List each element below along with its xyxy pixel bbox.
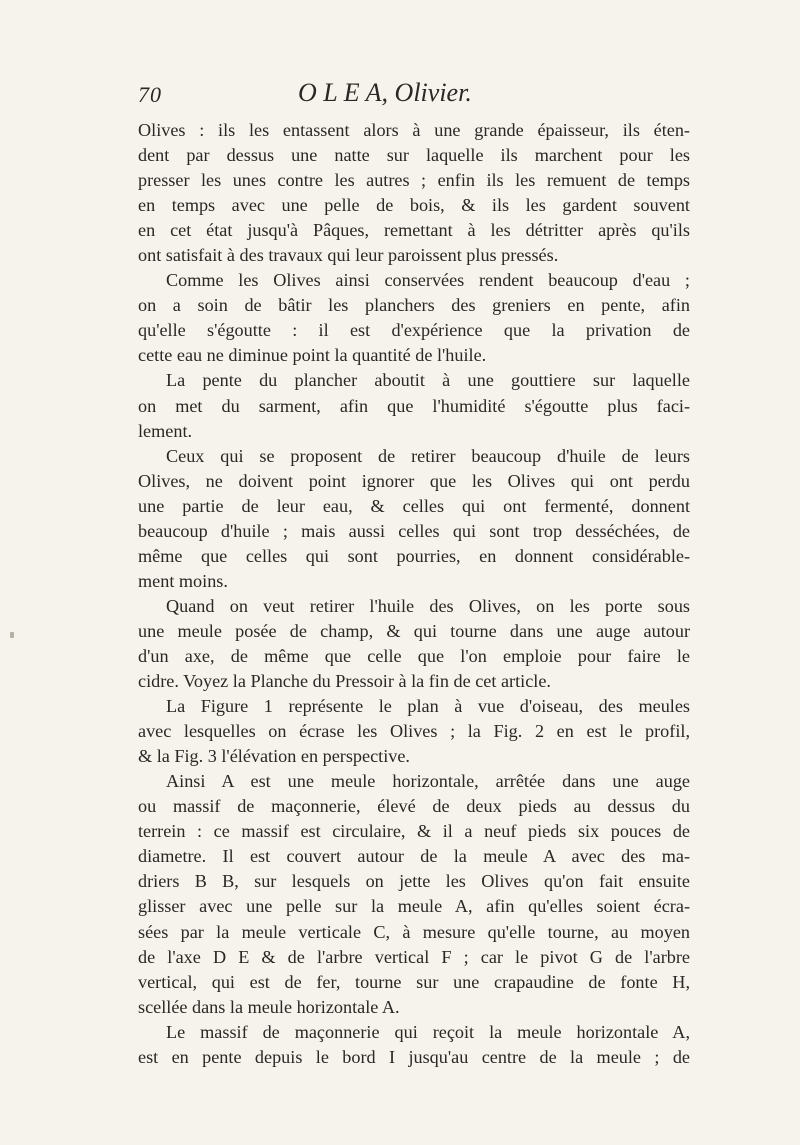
print-speck — [10, 632, 14, 638]
text-line: beaucoup d'huile ; mais aussi celles qui sont trop desséchées, de — [138, 520, 690, 541]
body-text — [138, 118, 690, 1070]
text-line: Quand on veut retirer l'huile des Olives, on les porte sous — [166, 595, 690, 616]
text-line: sées par la meule verticale C, à mesure qu'elle tourne, au moyen — [138, 921, 690, 942]
running-title: O L E A, Olivier. — [298, 78, 472, 107]
text-line: lement. — [138, 420, 193, 441]
text-line: diametre. Il est couvert autour de la meule A avec des ma- — [138, 846, 690, 867]
text-line: Ainsi A est une meule horizontale, arrêtée dans une auge — [166, 771, 690, 792]
text-line: scellée dans la meule horizontale A. — [138, 996, 400, 1017]
text-line: on met du sarment, afin que l'humidité s'égoutte plus faci- — [138, 395, 690, 416]
page-header — [138, 78, 698, 114]
text-line: en cet état jusqu'à Pâques, remettant à les détritter après qu'ils — [138, 220, 690, 241]
text-line: cette eau ne diminue point la quantité de l'huile. — [138, 345, 487, 366]
text-line: de l'axe D E & de l'arbre vertical F ; car le pivot G de l'arbre — [138, 946, 690, 967]
text-line: Le massif de maçonnerie qui reçoit la meule horizontale A, — [166, 1021, 690, 1042]
text-line: ou massif de maçonnerie, élevé de deux pieds au dessus du — [138, 796, 690, 817]
text-line: en temps avec une pelle de bois, & ils les gardent souvent — [138, 195, 690, 216]
text-line: une partie de leur eau, & celles qui ont fermenté, donnent — [138, 495, 690, 516]
text-line: vertical, qui est de fer, tourne sur une crapaudine de fonte H, — [138, 971, 690, 992]
text-line: dent par dessus une natte sur laquelle ils marchent pour les — [138, 145, 690, 166]
text-line: terrein : ce massif est circulaire, & il a neuf pieds six pouces de — [138, 821, 690, 842]
text-line: driers B B, sur lesquels on jette les Olives qu'on fait ensuite — [138, 871, 690, 892]
text-line: & la Fig. 3 l'élévation en perspective. — [138, 746, 410, 767]
text-line: La Figure 1 représente le plan à vue d'oiseau, des meules — [166, 696, 690, 717]
text-line: avec lesquelles on écrase les Olives ; la Fig. 2 en est le profil, — [138, 721, 690, 742]
text-line: qu'elle s'égoutte : il est d'expérience que la privation de — [138, 320, 690, 341]
text-line: La pente du plancher aboutit à une gouttiere sur laquelle — [166, 370, 690, 391]
text-line: ont satisfait à des travaux qui leur paroissent plus pressés. — [138, 245, 559, 266]
text-line: glisser avec une pelle sur la meule A, afin qu'elles soient écra- — [138, 896, 690, 917]
text-line: d'un axe, de même que celle que l'on emploie pour faire le — [138, 645, 690, 666]
text-line: on a soin de bâtir les planchers des greniers en pente, afin — [138, 295, 690, 316]
text-line: cidre. Voyez la Planche du Pressoir à la fin de cet article. — [138, 671, 551, 692]
page-number: 70 — [138, 82, 162, 107]
text-line: ment moins. — [138, 570, 228, 591]
text-line: Comme les Olives ainsi conservées rendent beaucoup d'eau ; — [166, 270, 690, 291]
text-line: Olives, ne doivent point ignorer que les Olives qui ont perdu — [138, 470, 690, 491]
text-line: est en pente depuis le bord I jusqu'au centre de la meule ; de — [138, 1046, 690, 1067]
text-line: presser les unes contre les autres ; enfin ils les remuent de temps — [138, 170, 690, 191]
text-line: Ceux qui se proposent de retirer beaucoup d'huile de leurs — [166, 445, 690, 466]
text-line: même que celles qui sont pourries, en donnent considérable- — [138, 545, 690, 566]
text-line: Olives : ils les entassent alors à une grande épaisseur, ils éten- — [138, 120, 690, 140]
text-line: une meule posée de champ, & qui tourne dans une auge autour — [138, 620, 690, 641]
